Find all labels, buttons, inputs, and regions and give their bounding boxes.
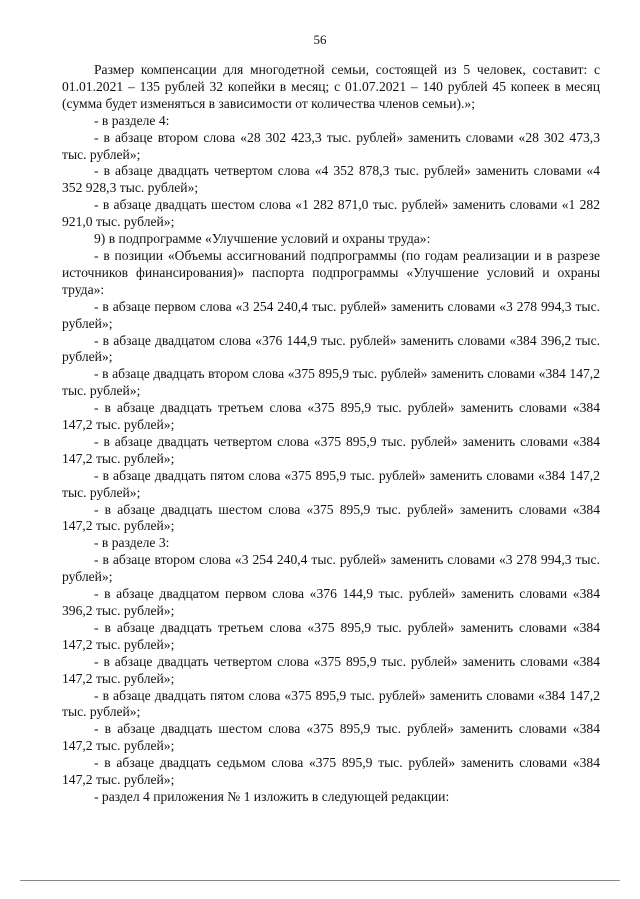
paragraph: - в абзаце двадцать пятом слова «375 895,9 тыс. рублей» заменить словами «384 147,2 тыс. рублей»;	[62, 687, 600, 720]
paragraph: - в разделе 4:	[94, 112, 170, 128]
paragraph: - в абзаце двадцать третьем слова «375 895,9 тыс. рублей» заменить словами «384 147,2 тыс. рублей»;	[62, 400, 600, 433]
bottom-divider	[20, 880, 620, 881]
paragraph: Размер компенсации для многодетной семьи, состоящей из 5 человек, составит: с 01.01.2021 – 135 рублей 32 копейки в месяц; с 01.07.2021 – 140 рублей 45 копеек в месяц (сумма будет изменяться в зависимости от количества членов семьи).»;	[62, 62, 600, 111]
paragraph: - в абзаце двадцать втором слова «375 895,9 тыс. рублей» заменить словами «384 147,2 тыс. рублей»;	[62, 366, 600, 399]
paragraph: - в абзаце втором слова «3 254 240,4 тыс. рублей» заменить словами «3 278 994,3 тыс. рублей»;	[62, 552, 600, 585]
paragraph: - в абзаце двадцать четвертом слова «4 352 878,3 тыс. рублей» заменить словами «4 352 928,3 тыс. рублей»;	[62, 163, 600, 196]
paragraph: - в абзаце двадцать пятом слова «375 895,9 тыс. рублей» заменить словами «384 147,2 тыс. рублей»;	[62, 467, 600, 500]
paragraph: - в абзаце двадцать третьем слова «375 895,9 тыс. рублей» заменить словами «384 147,2 тыс. рублей»;	[62, 619, 600, 652]
paragraph: - в абзаце двадцатом первом слова «376 144,9 тыс. рублей» заменить словами «384 396,2 тыс. рублей»;	[62, 586, 600, 618]
paragraph: - в абзаце первом слова «3 254 240,4 тыс. рублей» заменить словами «3 278 994,3 тыс. рублей»;	[62, 298, 600, 331]
paragraph: - в абзаце двадцать шестом слова «1 282 871,0 тыс. рублей» заменить словами «1 282 921,0 тыс. рублей»;	[62, 197, 600, 230]
paragraph: - в абзаце двадцать шестом слова «375 895,9 тыс. рублей» заменить словами «384 147,2 тыс. рублей»;	[62, 721, 600, 754]
paragraph: - раздел 4 приложения № 1 изложить в следующей редакции:	[94, 788, 450, 804]
document-body	[62, 62, 600, 806]
paragraph: - в абзаце втором слова «28 302 423,3 тыс. рублей» заменить словами «28 302 473,3 тыс. рублей»;	[62, 129, 600, 162]
paragraph: - в абзаце двадцать шестом слова «375 895,9 тыс. рублей» заменить словами «384 147,2 тыс. рублей»;	[62, 501, 600, 534]
paragraph: 9) в подпрограмме «Улучшение условий и охраны труда»:	[94, 231, 431, 247]
paragraph: - в позиции «Объемы ассигнований подпрограммы (по годам реализации и в разрезе источников финансирования)» паспорта подпрограммы «Улучшение условий и охраны труда»:	[62, 247, 600, 297]
paragraph: - в абзаце двадцать четвертом слова «375 895,9 тыс. рублей» заменить словами «384 147,2 тыс. рублей»;	[62, 653, 600, 686]
page-number: 56	[313, 32, 327, 47]
paragraph: - в абзаце двадцатом слова «376 144,9 тыс. рублей» заменить словами «384 396,2 тыс. рублей»;	[62, 332, 600, 365]
paragraph: - в разделе 3:	[94, 535, 170, 551]
paragraph: - в абзаце двадцать четвертом слова «375 895,9 тыс. рублей» заменить словами «384 147,2 тыс. рублей»;	[62, 433, 600, 466]
paragraph: - в абзаце двадцать седьмом слова «375 895,9 тыс. рублей» заменить словами «384 147,2 тыс. рублей»;	[62, 755, 600, 788]
